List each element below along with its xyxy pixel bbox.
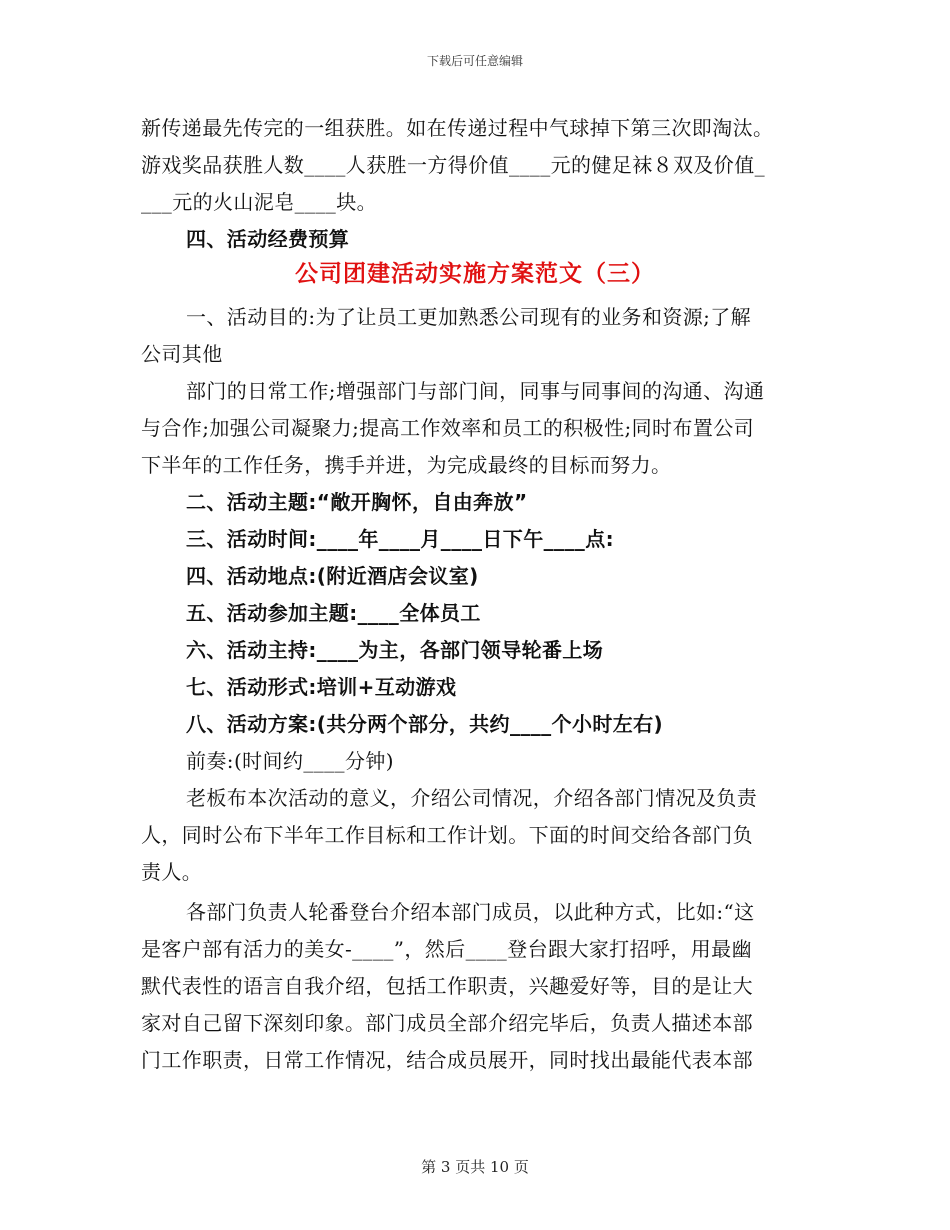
body-line: 责人。 (141, 860, 203, 884)
body-line: 各部门负责人轮番登台介绍本部门成员，以此种方式，比如:“这 (186, 900, 755, 924)
body-line: 老板布本次活动的意义，介绍公司情况，介绍各部门情况及负责 (186, 786, 758, 810)
body-line: 默代表性的语言自我介绍，包括工作职责，兴趣爱好等，目的是让大 (141, 974, 753, 998)
section-heading: 八、活动方案:(共分两个部分，共约____个小时左右) (186, 712, 664, 736)
section-heading: 二、活动主题:“敞开胸怀，自由奔放” (186, 490, 528, 514)
page-header: 下载后可任意编辑 (426, 54, 523, 68)
body-line: 门工作职责，日常工作情况，结合成员展开，同时找出最能代表本部 (141, 1048, 753, 1072)
section-heading: 七、活动形式:培训+互动游戏 (186, 675, 457, 699)
body-line: 一、活动目的:为了让员工更加熟悉公司现有的业务和资源;了解 (186, 305, 752, 329)
body-line: 部门的日常工作;增强部门与部门间，同事与同事间的沟通、沟通 (186, 379, 765, 403)
body-line: 下半年的工作任务，携手并进，为完成最终的目标而努力。 (141, 453, 672, 477)
body-line: 新传递最先传完的一组获胜。如在传递过程中气球掉下第三次即淘汰。 (141, 116, 774, 140)
section-heading: 四、活动地点:(附近酒店会议室) (186, 564, 479, 588)
body-line: 公司其他 (141, 342, 223, 366)
section-heading: 三、活动时间:____年____月____日下午____点: (186, 527, 614, 551)
body-line: 是客户部有活力的美女-____”，然后____登台跟大家打招呼，用最幽 (141, 937, 752, 961)
body-line: 人，同时公布下半年工作目标和工作计划。下面的时间交给各部门负 (141, 823, 753, 847)
page-footer: 第 3 页共 10 页 (421, 1158, 529, 1176)
body-line: 家对自己留下深刻印象。部门成员全部介绍完毕后，负责人描述本部 (141, 1011, 753, 1035)
body-line: 游戏奖品获胜人数____人获胜一方得价值____元的健足袜８双及价值_ (141, 153, 765, 177)
section-heading: 五、活动参加主题:____全体员工 (186, 601, 481, 625)
section-heading: 四、活动经费预算 (186, 227, 350, 251)
body-line: ___元的火山泥皂____块。 (141, 190, 377, 214)
body-line: 与合作;加强公司凝聚力;提高工作效率和员工的积极性;同时布置公司 (141, 416, 755, 440)
document-title: 公司团建活动实施方案范文（三） (295, 261, 655, 287)
section-heading: 六、活动主持:____为主，各部门领导轮番上场 (186, 638, 604, 662)
body-line: 前奏:(时间约____分钟) (186, 749, 394, 773)
